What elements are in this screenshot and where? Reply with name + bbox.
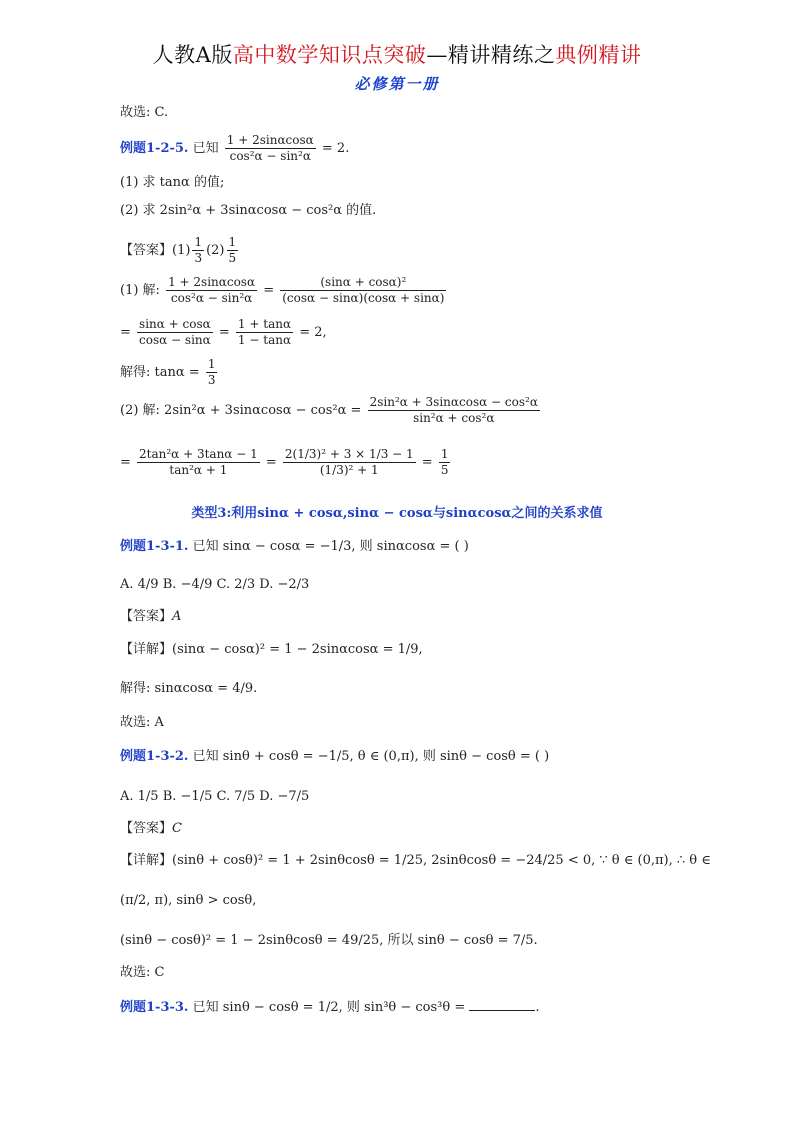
- header-part2: 高中数学知识点突破: [232, 43, 427, 67]
- header-part3: —精讲精练之: [426, 43, 556, 67]
- detail-1-3-2: 【详解】(sinθ + cosθ)² = 1 + 2sinθcosθ = 1/25, 2sinθcosθ = −24/25 < 0, ∵ θ ∈ (0,π), ∴ θ ∈: [120, 853, 711, 868]
- solution-4: (2) 解: 2sin²α + 3sinαcosα − cos²α = $\frac{\text{2sin²α + 3sinαcosα − cos²α}}{\text{sin²α + cos²α}}$: [120, 395, 538, 425]
- type-heading: 类型3:利用sinα + cosα,sinα − cosα与sinαcosα之间的关系求值: [191, 506, 603, 521]
- solution-5: = $\frac{\text{2tan²α + 3tanα − 1}}{\text{tan²α + 1}}$ = $\frac{\text{2(1/3)² + 3 × 1/3 − 1}}{\text{(1/3)² + 1}}$ = $\frac{1}{5}$: [120, 447, 449, 477]
- detail-1-3-1: 【详解】(sinα − cosα)² = 1 − 2sinαcosα = 1/9,: [120, 642, 423, 657]
- question-2: (2) 求 2sin²α + 3sinαcosα − cos²α 的值.: [120, 203, 377, 218]
- example-1-3-3: 例题1-3-3. 已知 sinθ − cosθ = 1/2, 则 sin³θ − cos³θ = .: [120, 1000, 540, 1015]
- example-1-3-1: 例题1-3-1. 已知 sinα − cosα = −1/3, 则 sinαcosα = ( ): [120, 539, 469, 554]
- detail-1-3-2d: 故选: C: [120, 965, 165, 980]
- detail-1-3-1b: 解得: sinαcosα = 4/9.: [120, 681, 258, 696]
- solution-3: 解得: tanα = $\frac{1}{3}$: [120, 357, 216, 387]
- detail-1-3-2c: (sinθ − cosθ)² = 1 − 2sinθcosθ = 49/25, 所以 sinθ − cosθ = 7/5.: [120, 933, 538, 948]
- detail-1-3-2b: (π/2, π), sinθ > cosθ,: [120, 893, 257, 908]
- example-label: 例题1-2-5.: [120, 141, 189, 156]
- options-1-3-1: A. 4/9 B. −4/9 C. 2/3 D. −2/3: [120, 577, 310, 592]
- answer-blank: [469, 998, 535, 1011]
- answer-1-3-1: 【答案】A: [120, 609, 182, 624]
- solution-1: (1) 解: $\frac{1 + 2\sin\alpha\cos\alpha}{\text{cos²α − sin²α}}$ = $\frac{\text{(sinα + cosα)²}}{(\cos\alpha - \sin\alpha)(\cos\alpha + \sin\alpha)}$: [120, 275, 445, 305]
- answer-1-3-2: 【答案】C: [120, 821, 182, 836]
- text-line: 故选: C.: [120, 105, 169, 120]
- detail-1-3-1c: 故选: A: [120, 715, 164, 730]
- header-part1: 人教A版: [152, 43, 233, 67]
- header-part4: 典例精讲: [555, 43, 642, 67]
- page-header: [0, 42, 794, 68]
- fraction: $\frac{1 + 2\sin\alpha\cos\alpha}{\text{cos²α − sin²α}}$: [226, 133, 314, 163]
- page-subheader: 必修第一册: [354, 75, 440, 93]
- question-1: (1) 求 tanα 的值;: [120, 175, 225, 190]
- options-1-3-2: A. 1/5 B. −1/5 C. 7/5 D. −7/5: [120, 789, 310, 804]
- example-1-3-2: 例题1-3-2. 已知 sinθ + cosθ = −1/5, θ ∈ (0,π), 则 sinθ − cosθ = ( ): [120, 749, 550, 764]
- solution-2: = $\frac{\sin\alpha + \cos\alpha}{\cos\alpha - \sin\alpha}$ = $\frac{1 + \tan\alpha}{1 - \tan\alpha}$ = 2,: [120, 317, 327, 347]
- example-1-2-5: 例题1-2-5. 已知 $\frac{1 + 2\sin\alpha\cos\alpha}{\text{cos²α − sin²α}}$ = 2.: [120, 133, 350, 163]
- example-text: 已知: [192, 141, 219, 156]
- answer-line: 【答案】(1) $\frac{1}{3}$ (2) $\frac{1}{5}$: [120, 235, 237, 265]
